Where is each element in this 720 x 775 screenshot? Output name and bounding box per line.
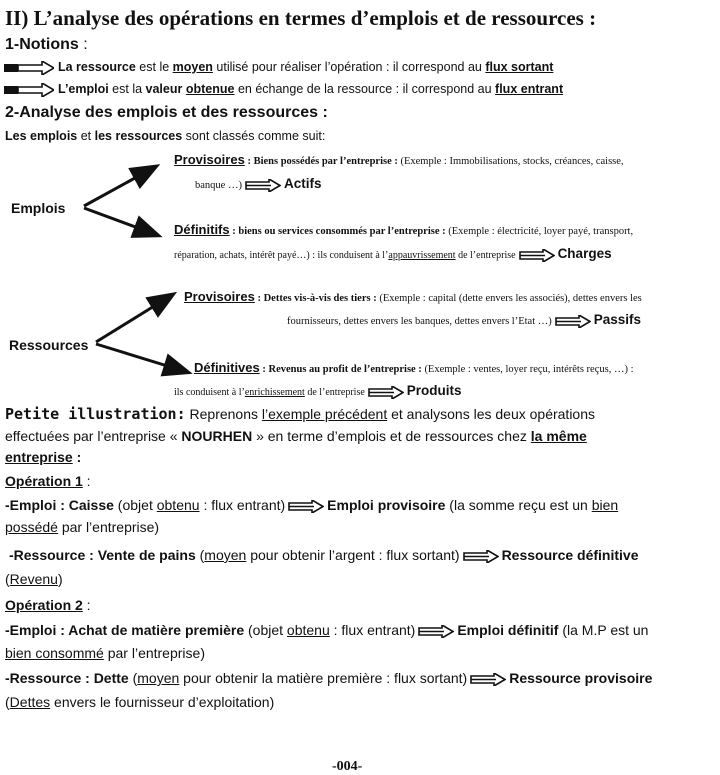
op2-heading (5, 597, 91, 613)
notions-heading-colon: : (78, 36, 88, 53)
intro-c: les ressources (94, 129, 183, 143)
double-arrow-icon (463, 550, 499, 563)
illustration-t3: et analysons les deux opérations (387, 406, 596, 422)
emplois-prov-result: Actifs (283, 176, 322, 191)
op2-emploi-d: (la M.P est un (558, 622, 649, 638)
op1-emploi-obtenu: obtenu (156, 497, 200, 513)
ressource-label: La ressource (58, 60, 136, 74)
double-arrow-icon (470, 673, 506, 686)
op1-emploi-c: : flux entrant) (199, 497, 286, 513)
intro-a: Les emplois (5, 129, 78, 143)
ress-prov-term: Provisoires (184, 289, 255, 304)
emplois-def-colon: : (229, 226, 239, 237)
illustration-line1 (5, 406, 595, 423)
op1-emploi-f: par l’entreprise) (57, 519, 160, 535)
emplois-prov-term: Provisoires (174, 152, 245, 167)
ressources-definitives (194, 361, 633, 376)
ress-def-result: Produits (406, 383, 462, 398)
op2-ress-result: Ressource provisoire (509, 670, 653, 686)
emploi-t1: est la (108, 82, 146, 96)
emplois-label: Emplois (11, 200, 66, 216)
op2-emploi-a: -Emploi : Achat de matière première (5, 622, 245, 638)
illustration-line3-colon: : (72, 449, 82, 465)
op1-emploi-a: -Emploi : Caisse (5, 497, 114, 513)
op1-emploi-line2 (5, 519, 159, 535)
op1-ress-result: Ressource définitive (501, 547, 639, 563)
op1-emploi-d: (la somme reçu est un (445, 497, 592, 513)
emplois-prov-ex1: (Exemple : Immobilisations, stocks, créances, caisse, (397, 156, 624, 167)
op1-ress-d: ( (5, 571, 10, 587)
op2-heading-text: Opération 2 (5, 597, 83, 613)
op1-ress-a: -Ressource : Vente de pains (9, 547, 196, 563)
double-arrow-icon (418, 625, 454, 638)
op1-ress-moyen: moyen (204, 547, 247, 563)
illustration-line2 (5, 428, 587, 444)
op1-heading-text: Opération 1 (5, 473, 83, 489)
page-number: -004- (332, 759, 363, 774)
illustration-t1: Reprenons (185, 406, 262, 422)
op2-emploi-obtenu: obtenu (286, 622, 330, 638)
op1-emploi-bien: bien (591, 497, 619, 513)
double-arrow-icon (555, 315, 591, 328)
op2-emploi-b: (objet (244, 622, 287, 638)
notions-heading-text: 1-Notions (5, 36, 79, 53)
ress-prov-result: Passifs (593, 312, 642, 327)
op1-ressource-line2 (5, 571, 63, 587)
illustration-line3 (5, 449, 81, 465)
double-arrow-icon (368, 386, 404, 399)
intro-b: et (77, 129, 95, 143)
op2-emploi-line2 (5, 645, 205, 661)
emplois-def-ex2c: de l’entreprise (455, 250, 516, 261)
emplois-definitifs-line2 (174, 246, 612, 262)
emplois-def-result: Charges (557, 246, 612, 261)
illustration-line2a: effectuées par l’entreprise « (5, 428, 182, 444)
ress-prov-ex1: (Exemple : capital (dette envers les associés), dettes envers les (376, 293, 642, 304)
emplois-def-def: biens ou services consommés par l’entreprise : (238, 226, 446, 237)
ressources-definitives-line2 (174, 383, 462, 399)
emplois-def-ex2a: réparation, achats, intérêt payé…) : ils conduisent à l’ (174, 250, 389, 261)
intro-d: sont classés comme suit: (182, 129, 326, 143)
emploi-label: L’emploi (58, 82, 109, 96)
op2-emploi (5, 622, 648, 638)
ressource-t1: est le (135, 60, 173, 74)
illustration-t2: l’exemple précédent (261, 406, 388, 422)
emplois-prov-def: Biens possédés par l’entreprise : (253, 156, 398, 167)
illustration-meme: la même (530, 428, 587, 444)
op2-ress-d: ( (5, 694, 10, 710)
emplois-definitifs (174, 223, 633, 238)
op1-emploi-b: (objet (113, 497, 157, 513)
op2-emploi-result: Emploi définitif (457, 622, 559, 638)
op2-emploi-f: par l’entreprise) (103, 645, 205, 661)
page-title: II) L’analyse des opérations en termes d’emplois et de ressources : (5, 6, 597, 30)
ress-def-colon: : (259, 364, 269, 375)
ress-prov-ex2: fournisseurs, dettes envers les banques, dettes envers l’Etat …) (287, 316, 552, 327)
op2-ressource-line2 (5, 694, 274, 710)
ress-def-ex2b: enrichissement (244, 387, 305, 398)
ressources-provisoires (184, 290, 642, 305)
illustration-nourhen: NOURHEN (181, 428, 253, 444)
op2-ress-a: -Ressource : Dette (5, 670, 129, 686)
op1-heading (5, 473, 91, 489)
op2-ress-b: ( (128, 670, 138, 686)
ress-prov-colon: : (254, 293, 264, 304)
illustration-line2b: » en terme d’emplois et de ressources chez (252, 428, 531, 444)
ressource-flux: flux sortant (485, 60, 554, 74)
double-arrow-icon (288, 500, 324, 513)
ressources-provisoires-line2 (287, 312, 641, 328)
double-arrow-icon (245, 179, 281, 192)
emploi-valeur: valeur (145, 82, 183, 96)
op2-ressource (5, 670, 652, 686)
analyse-heading: 2-Analyse des emplois et des ressources : (5, 104, 328, 121)
emploi-t2: en échange de la ressource : il correspond au (234, 82, 496, 96)
op2-emploi-c: : flux entrant) (329, 622, 416, 638)
op1-ress-revenu: Revenu (9, 571, 58, 587)
emplois-prov-colon: : (244, 156, 254, 167)
op1-heading-colon: : (82, 473, 91, 489)
op2-ress-e: envers le fournisseur d’exploitation) (50, 694, 275, 710)
op2-ress-moyen: moyen (137, 670, 180, 686)
double-arrow-icon (519, 249, 555, 262)
ress-prov-def: Dettes vis-à-vis des tiers : (263, 293, 377, 304)
emplois-prov-ex2: banque …) (195, 180, 242, 191)
ress-def-ex2c: de l’entreprise (304, 387, 365, 398)
ress-def-ex1: (Exemple : ventes, loyer reçu, intérêts reçus, …) : (421, 364, 634, 375)
ress-def-ex2a: ils conduisent à l’ (174, 387, 245, 398)
op1-ress-b: ( (195, 547, 205, 563)
emploi-obtenue: obtenue (185, 82, 235, 96)
ress-def-term: Définitives (194, 360, 260, 375)
emplois-provisoires (174, 153, 624, 168)
emplois-def-term: Définitifs (174, 222, 230, 237)
emplois-provisoires-line2 (195, 176, 321, 192)
op2-emploi-e: bien consommé (5, 645, 104, 661)
op1-emploi-e: possédé (5, 519, 58, 535)
op1-ress-c: pour obtenir l’argent : flux sortant) (246, 547, 460, 563)
ressource-moyen: moyen (172, 60, 213, 74)
op1-ressource (9, 547, 639, 563)
ress-def-def: Revenus au profit de l’entreprise : (268, 364, 422, 375)
op1-emploi-result: Emploi provisoire (327, 497, 446, 513)
op1-ress-e: ) (57, 571, 63, 587)
emploi-flux: flux entrant (495, 82, 564, 96)
illustration-line3-text: entreprise (5, 449, 73, 465)
emplois-def-ex2b: appauvrissement (388, 250, 456, 261)
op2-ress-c: pour obtenir la matière première : flux sortant) (179, 670, 468, 686)
op1-emploi (5, 497, 618, 513)
emplois-def-ex1: (Exemple : électricité, loyer payé, transport, (445, 226, 634, 237)
illustration-label: Petite illustration: (5, 405, 186, 423)
ressources-label: Ressources (9, 337, 89, 353)
op2-ress-dettes: Dettes (9, 694, 51, 710)
ressource-t2: utilisé pour réaliser l’opération : il correspond au (212, 60, 486, 74)
op2-heading-colon: : (82, 597, 91, 613)
